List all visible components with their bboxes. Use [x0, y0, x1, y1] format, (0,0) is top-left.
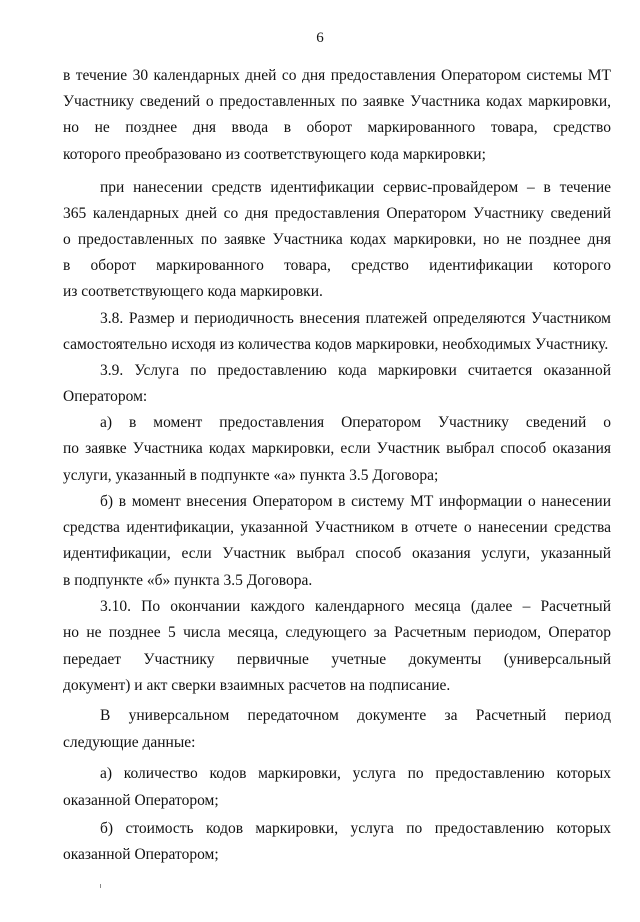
paragraph-1-line-4: которого преобразовано из соответствующего кода маркировки; [63, 146, 486, 163]
paragraph-7-line-1: 3.10. По окончании каждого календарного месяца (далее – Расчетный [100, 598, 611, 615]
paragraph-10-line-1: б) стоимость кодов маркировки, услуга по предоставлению которых [100, 820, 611, 837]
scan-artifact-mark [100, 884, 101, 888]
paragraph-5-line-3: услуги, указанный в подпункте «а» пункта 3.5 Договора; [63, 467, 439, 484]
paragraph-1-line-1: в течение 30 календарных дней со дня предоставления Оператором системы МТ [63, 67, 611, 84]
paragraph-6-line-1: б) в момент внесения Оператором в систему МТ информации о нанесении [100, 493, 611, 510]
paragraph-2-line-5: из соответствующего кода маркировки. [63, 283, 323, 300]
paragraph-3-line-1: 3.8. Размер и периодичность внесения платежей определяются Участником [100, 310, 611, 327]
page-number: 6 [316, 30, 324, 46]
paragraph-6-line-2: средства идентификации, указанной Участником в отчете о нанесении средства [63, 519, 611, 536]
paragraph-2-line-4: в оборот маркированного товара, средство идентификации которого [63, 257, 611, 274]
paragraph-1-line-3: но не позднее дня ввода в оборот маркированного товара, средство [63, 119, 611, 136]
paragraph-4-line-2: Оператором: [63, 388, 148, 405]
paragraph-3-line-2: самостоятельно исходя из количества кодов маркировки, необходимых Участнику. [63, 336, 609, 353]
paragraph-2-line-1: при нанесении средств идентификации сервис-провайдером – в течение [100, 179, 611, 196]
paragraph-7-line-4: документ) и акт сверки взаимных расчетов на подписание. [63, 677, 451, 694]
paragraph-7-line-2: но не позднее 5 числа месяца, следующего за Расчетным периодом, Оператор [63, 624, 611, 641]
paragraph-5-line-1: а) в момент предоставления Оператором Участнику сведений о [100, 414, 611, 431]
paragraph-2-line-3: о предоставленных по заявке Участника кодах маркировки, но не позднее дня [63, 231, 611, 248]
paragraph-4-line-1: 3.9. Услуга по предоставлению кода маркировки считается оказанной [100, 362, 611, 379]
paragraph-10-line-2: оказанной Оператором; [63, 846, 219, 863]
paragraph-7-line-3: передает Участнику первичные учетные документы (универсальный [63, 651, 611, 668]
paragraph-9-line-1: а) количество кодов маркировки, услуга по предоставлению которых [100, 765, 611, 782]
paragraph-6-line-4: в подпункте «б» пункта 3.5 Договора. [63, 572, 313, 589]
paragraph-9-line-2: оказанной Оператором; [63, 792, 219, 809]
paragraph-6-line-3: идентификации, если Участник выбрал способ оказания услуги, указанный [63, 545, 611, 562]
paragraph-2-line-2: 365 календарных дней со дня предоставления Оператором Участнику сведений [63, 205, 611, 222]
paragraph-1-line-2: Участнику сведений о предоставленных по заявке Участника кодах маркировки, [63, 93, 611, 110]
paragraph-5-line-2: по заявке Участника кодах маркировки, если Участник выбрал способ оказания [63, 440, 611, 457]
paragraph-8-line-2: следующие данные: [63, 734, 196, 751]
paragraph-8-line-1: В универсальном передаточном документе за Расчетный период [100, 707, 611, 724]
